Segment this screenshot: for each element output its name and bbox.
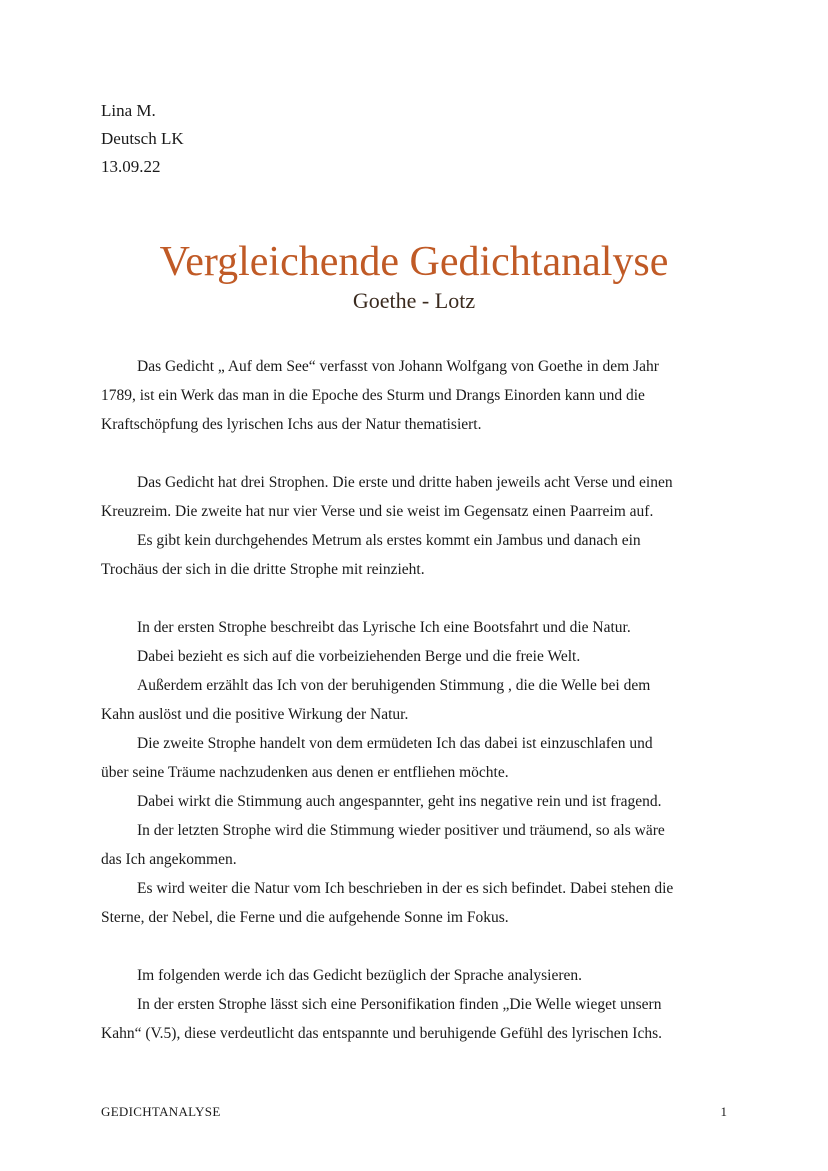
text-line: das Ich angekommen. bbox=[101, 851, 237, 868]
document-subtitle: Goethe - Lotz bbox=[352, 288, 476, 313]
text-line: In der ersten Strophe beschreibt das Lyrische Ich eine Bootsfahrt und die Natur. bbox=[137, 619, 631, 636]
text-line: In der ersten Strophe lässt sich eine Personifikation finden „Die Welle wieget unsern bbox=[137, 996, 662, 1013]
text-line: Kahn auslöst und die positive Wirkung der Natur. bbox=[101, 706, 409, 723]
text-line: Kahn“ (V.5), diese verdeutlicht das entspannte und beruhigende Gefühl des lyrischen Ichs. bbox=[101, 1025, 662, 1042]
text-line: Dabei bezieht es sich auf die vorbeiziehenden Berge und die freie Welt. bbox=[137, 648, 581, 665]
text-line: 1789, ist ein Werk das man in die Epoche des Sturm und Drangs Einorden kann und die bbox=[101, 387, 645, 404]
author-name: Lina M. bbox=[101, 101, 156, 120]
page-number: 1 bbox=[720, 1104, 727, 1119]
text-line: über seine Träume nachzudenken aus denen er entfliehen möchte. bbox=[101, 764, 509, 781]
text-line: Es gibt kein durchgehendes Metrum als erstes kommt ein Jambus und danach ein bbox=[137, 532, 641, 549]
course-name: Deutsch LK bbox=[101, 129, 184, 148]
text-line: Sterne, der Nebel, die Ferne und die aufgehende Sonne im Fokus. bbox=[101, 909, 509, 926]
text-line: Das Gedicht „ Auf dem See“ verfasst von Johann Wolfgang von Goethe in dem Jahr bbox=[137, 358, 659, 375]
text-line: Dabei wirkt die Stimmung auch angespannter, geht ins negative rein und ist fragend. bbox=[137, 793, 662, 810]
paragraph-gap bbox=[101, 932, 727, 961]
text-line: Das Gedicht hat drei Strophen. Die erste und dritte haben jeweils acht Verse und einen bbox=[137, 474, 673, 491]
text-line: Im folgenden werde ich das Gedicht bezüglich der Sprache analysieren. bbox=[137, 967, 583, 984]
document-date: 13.09.22 bbox=[101, 157, 161, 176]
paragraph-gap bbox=[101, 439, 727, 468]
document-title: Vergleichende Gedichtanalyse bbox=[159, 239, 669, 285]
text-line: In der letzten Strophe wird die Stimmung wieder positiver und träumend, so als wäre bbox=[137, 822, 665, 839]
body-text bbox=[101, 352, 727, 1048]
footer-label: GEDICHTANALYSE bbox=[101, 1104, 221, 1119]
text-line: Es wird weiter die Natur vom Ich beschrieben in der es sich befindet. Dabei stehen die bbox=[137, 880, 674, 897]
text-line: Kreuzreim. Die zweite hat nur vier Verse und sie weist im Gegensatz einen Paarreim auf. bbox=[101, 503, 654, 520]
text-line: Die zweite Strophe handelt von dem ermüdeten Ich das dabei ist einzuschlafen und bbox=[137, 735, 653, 752]
text-line: Kraftschöpfung des lyrischen Ichs aus der Natur thematisiert. bbox=[101, 416, 482, 433]
text-line: Trochäus der sich in die dritte Strophe mit reinzieht. bbox=[101, 561, 425, 578]
paragraph-gap bbox=[101, 584, 727, 613]
text-line: Außerdem erzählt das Ich von der beruhigenden Stimmung , die die Welle bei dem bbox=[137, 677, 651, 694]
header-block bbox=[101, 97, 401, 181]
